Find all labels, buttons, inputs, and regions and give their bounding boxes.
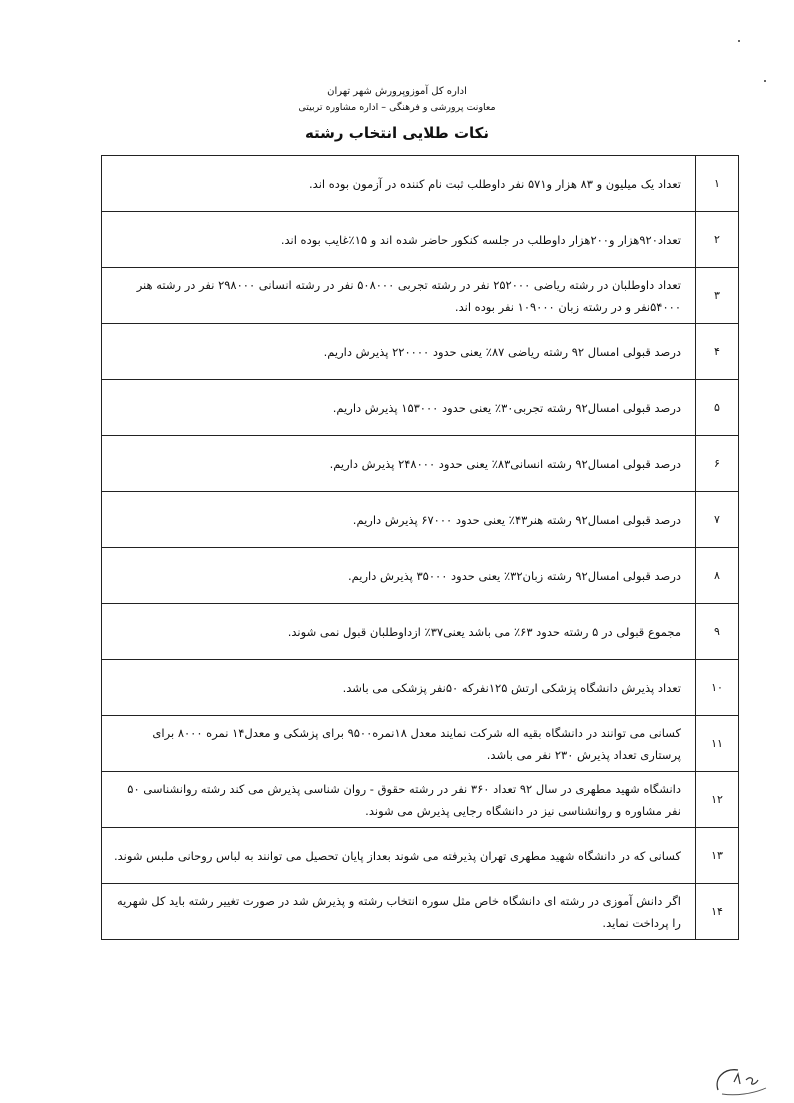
row-number: ۱۱ <box>696 716 739 772</box>
table-row <box>102 492 739 548</box>
row-text: مجموع قبولی در ۵ رشته حدود ۶۳٪ می باشد یعنی۳۷٪ ازداوطلبان قبول نمی شوند. <box>102 604 696 660</box>
table-row <box>102 268 739 324</box>
table-row <box>102 660 739 716</box>
header-line-2: معاونت پرورشی و فرهنگی – اداره مشاوره تربیتی <box>298 102 496 113</box>
table-row <box>102 212 739 268</box>
document-header <box>0 84 794 142</box>
row-text: درصد قبولی امسال۹۲ رشته هنر۴۳٪ یعنی حدود ۶۷۰۰۰ پذیرش داریم. <box>102 492 696 548</box>
table-row <box>102 156 739 212</box>
row-text: کسانی که در دانشگاه شهید مطهری تهران پذیرفته می شوند بعداز پایان تحصیل می توانند به لباس روحانی ملبس شوند. <box>102 828 696 884</box>
header-line-1: اداره کل آموزوپرورش شهر تهران <box>327 86 467 97</box>
row-number: ۱۲ <box>696 772 739 828</box>
row-text: اگر دانش آموزی در رشته ای دانشگاه خاص مثل سوره انتخاب رشته و پذیرش شد در صورت تغییر رشته باید کل شهریه را پرداخت نماید. <box>102 884 696 940</box>
table-row <box>102 604 739 660</box>
row-number: ۱۰ <box>696 660 739 716</box>
handwritten-page-mark <box>712 1058 772 1098</box>
row-text: درصد قبولی امسال۹۲ رشته زبان۳۲٪ یعنی حدود ۳۵۰۰۰ پذیرش داریم. <box>102 548 696 604</box>
scan-speck <box>764 80 766 82</box>
page-title: نکات طلایی انتخاب رشته <box>304 124 490 142</box>
row-text: تعداد پذیرش دانشگاه پزشکی ارتش ۱۲۵نفرکه ۵۰نفر پزشکی می باشد. <box>102 660 696 716</box>
table-row <box>102 828 739 884</box>
row-text: تعداد۹۲۰هزار و۲۰۰هزار داوطلب در جلسه کنکور حاضر شده اند و ۱۵٪غایب بوده اند. <box>102 212 696 268</box>
table-row <box>102 884 739 940</box>
table-row <box>102 548 739 604</box>
table-row <box>102 772 739 828</box>
scan-speck <box>738 40 740 42</box>
row-number: ۴ <box>696 324 739 380</box>
row-text: تعداد داوطلبان در رشته ریاضی ۲۵۲۰۰۰ نفر در رشته تجربی ۵۰۸۰۰۰ نفر در رشته انسانی ۲۹۸۰۰۰ نفر در رشته هنر ۵۴۰۰۰نفر و در رشته زبان ۱۰۹۰۰۰ نفر بوده اند. <box>102 268 696 324</box>
row-number: ۱ <box>696 156 739 212</box>
tips-table <box>101 155 739 940</box>
row-text: درصد قبولی امسال۹۲ رشته تجربی۳۰٪ یعنی حدود ۱۵۳۰۰۰ پذیرش داریم. <box>102 380 696 436</box>
row-number: ۸ <box>696 548 739 604</box>
row-number: ۶ <box>696 436 739 492</box>
table-row <box>102 324 739 380</box>
table-row <box>102 436 739 492</box>
row-number: ۱۴ <box>696 884 739 940</box>
row-number: ۲ <box>696 212 739 268</box>
row-text: درصد قبولی امسال۹۲ رشته انسانی۸۳٪ یعنی حدود ۲۴۸۰۰۰ پذیرش داریم. <box>102 436 696 492</box>
row-text: تعداد یک میلیون و ۸۳ هزار و۵۷۱ نفر داوطلب ثبت نام کننده در آزمون بوده اند. <box>102 156 696 212</box>
row-text: کسانی می توانند در دانشگاه بقیه اله شرکت نمایند معدل ۱۸نمره۹۵۰۰ برای پزشکی و معدل۱۴ نمره ۸۰۰۰ برای پرستاری تعداد پذیرش ۲۳۰ نفر می باشد. <box>102 716 696 772</box>
row-number: ۷ <box>696 492 739 548</box>
row-number: ۳ <box>696 268 739 324</box>
table-row <box>102 380 739 436</box>
row-number: ۱۳ <box>696 828 739 884</box>
row-text: دانشگاه شهید مطهری در سال ۹۲ تعداد ۳۶۰ نفر در رشته حقوق - روان شناسی پذیرش می کند رشته روانشناسی ۵۰ نفر مشاوره و روانشناسی نیز در دانشگاه رجایی پذیرش می شوند. <box>102 772 696 828</box>
table-row <box>102 716 739 772</box>
row-number: ۵ <box>696 380 739 436</box>
row-number: ۹ <box>696 604 739 660</box>
row-text: درصد قبولی امسال ۹۲ رشته ریاضی ۸۷٪ یعنی حدود ۲۲۰۰۰۰ پذیرش داریم. <box>102 324 696 380</box>
